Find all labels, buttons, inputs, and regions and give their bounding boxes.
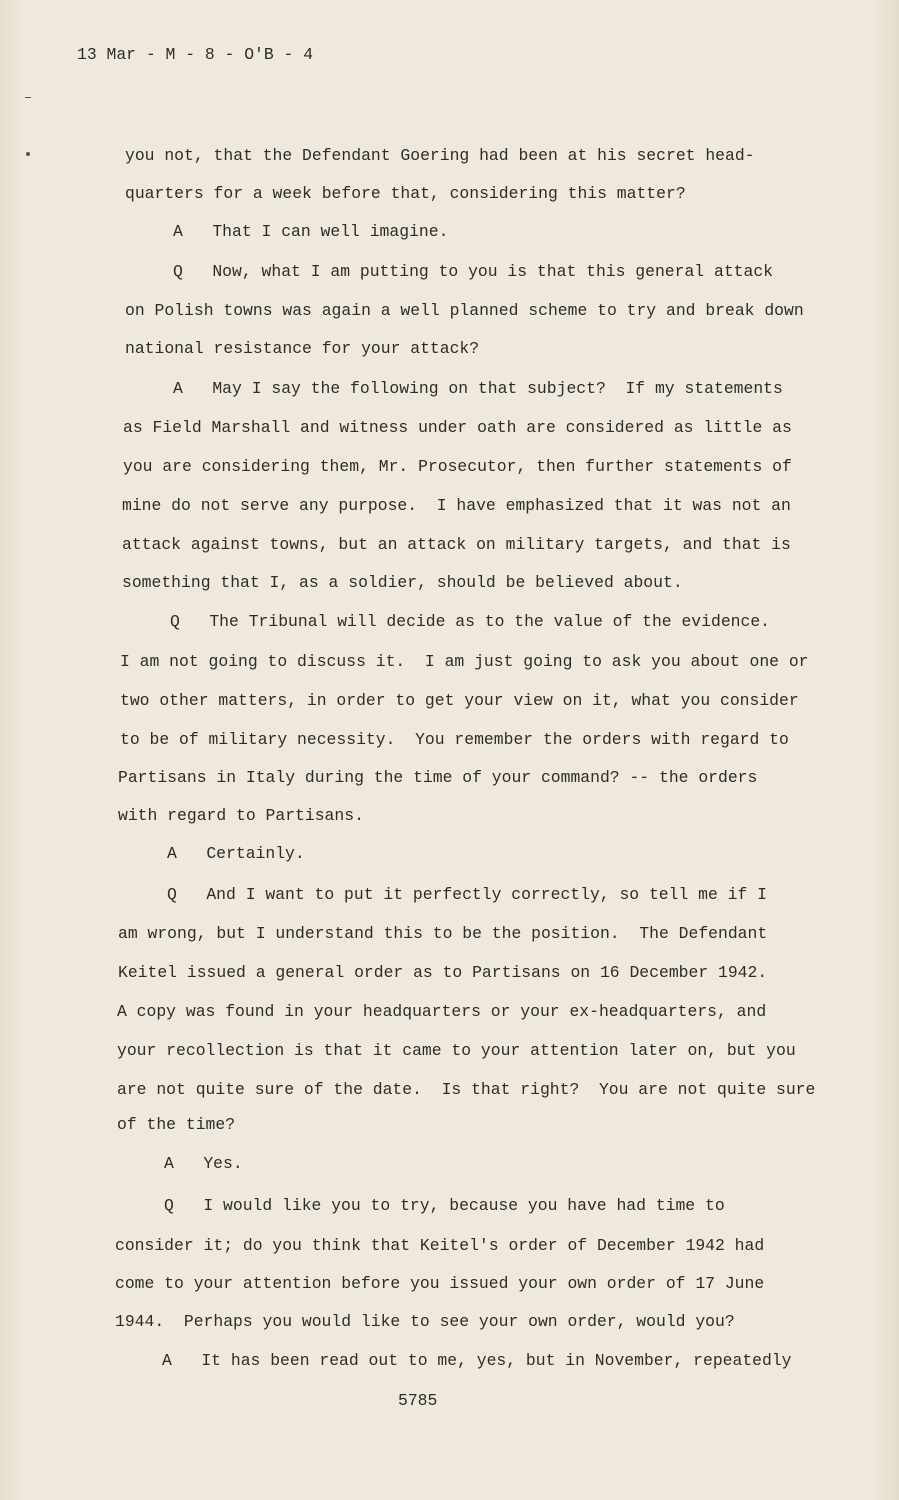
margin-dot (26, 152, 30, 156)
text-line: quarters for a week before that, considering this matter? (125, 184, 686, 203)
text-line: are not quite sure of the date. Is that right? You are not quite sure (117, 1080, 816, 1099)
text-line: A It has been read out to me, yes, but in November, repeatedly (162, 1351, 792, 1370)
text-line: A That I can well imagine. (173, 222, 449, 241)
page-number: 5785 (398, 1391, 438, 1410)
text-line: on Polish towns was again a well planned scheme to try and break down (125, 301, 804, 320)
text-line: A copy was found in your headquarters or your ex-headquarters, and (117, 1002, 767, 1021)
text-line: A Certainly. (167, 844, 305, 863)
text-line: come to your attention before you issued your own order of 17 June (115, 1274, 765, 1293)
text-line: Keitel issued a general order as to Partisans on 16 December 1942. (118, 963, 768, 982)
text-line: consider it; do you think that Keitel's order of December 1942 had (115, 1236, 765, 1255)
text-line: with regard to Partisans. (118, 806, 364, 825)
text-line: am wrong, but I understand this to be the position. The Defendant (118, 924, 768, 943)
text-line: Q The Tribunal will decide as to the value of the evidence. (170, 612, 770, 631)
text-line: to be of military necessity. You remember the orders with regard to (120, 730, 789, 749)
text-line: A May I say the following on that subject? If my statements (173, 379, 783, 398)
text-line: you are considering them, Mr. Prosecutor, then further statements of (123, 457, 792, 476)
text-line: national resistance for your attack? (125, 339, 480, 358)
text-line: two other matters, in order to get your view on it, what you consider (120, 691, 799, 710)
text-line: something that I, as a soldier, should be believed about. (122, 573, 683, 592)
page-header: 13 Mar - M - 8 - O'B - 4 (77, 45, 314, 64)
text-line: of the time? (117, 1115, 236, 1134)
text-line: I am not going to discuss it. I am just going to ask you about one or (120, 652, 809, 671)
text-line: Q And I want to put it perfectly correctly, so tell me if I (167, 885, 767, 904)
margin-mark (25, 97, 31, 98)
text-line: 1944. Perhaps you would like to see your own order, would you? (115, 1312, 735, 1331)
text-line: attack against towns, but an attack on military targets, and that is (122, 535, 791, 554)
text-line: Q Now, what I am putting to you is that this general attack (173, 262, 773, 281)
text-line: Q I would like you to try, because you have had time to (164, 1196, 725, 1215)
text-line: Partisans in Italy during the time of your command? -- the orders (118, 768, 758, 787)
text-line: A Yes. (164, 1154, 243, 1173)
text-line: as Field Marshall and witness under oath are considered as little as (123, 418, 792, 437)
text-line: your recollection is that it came to your attention later on, but you (117, 1041, 796, 1060)
text-line: you not, that the Defendant Goering had been at his secret head- (125, 146, 755, 165)
text-line: mine do not serve any purpose. I have emphasized that it was not an (122, 496, 791, 515)
